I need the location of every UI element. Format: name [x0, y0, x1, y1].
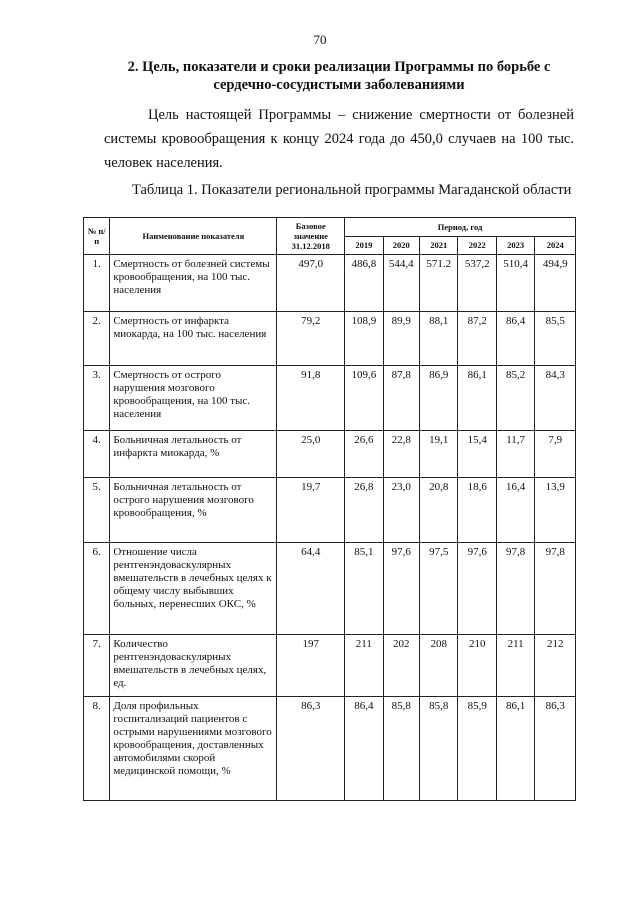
- year-value: 212: [535, 635, 576, 697]
- table-row: [84, 366, 576, 431]
- indicator-name: Больничная летальность от острого нарушения мозгового кровообращения, %: [110, 478, 277, 543]
- row-number: 4.: [84, 431, 110, 478]
- table-row: [84, 478, 576, 543]
- indicator-name: Смертность от болезней системы кровообращения, на 100 тыс. населения: [110, 255, 277, 312]
- header-base: Базовое значение 31.12.2018: [277, 218, 345, 255]
- year-value: 85,2: [496, 366, 534, 431]
- row-number: 2.: [84, 312, 110, 366]
- year-value: 86,4: [496, 312, 534, 366]
- base-value: 197: [277, 635, 345, 697]
- year-value: 86,1: [458, 366, 496, 431]
- table-row: [84, 635, 576, 697]
- year-value: 26,8: [345, 478, 383, 543]
- year-value: 84,3: [535, 366, 576, 431]
- year-value: 89,9: [383, 312, 419, 366]
- table-row: [84, 543, 576, 635]
- year-value: 22,8: [383, 431, 419, 478]
- year-value: 20,8: [420, 478, 458, 543]
- year-value: 85,9: [458, 697, 496, 801]
- year-value: 510,4: [496, 255, 534, 312]
- year-value: 486,8: [345, 255, 383, 312]
- indicator-name: Доля профильных госпитализаций пациентов с острыми нарушениями мозгового кровообращения, доставленных автомобилями скорой медицинской помощи, %: [110, 697, 277, 801]
- table-row: [84, 697, 576, 801]
- year-value: 23,0: [383, 478, 419, 543]
- year-value: 86,4: [345, 697, 383, 801]
- year-value: 11,7: [496, 431, 534, 478]
- year-value: 537,2: [458, 255, 496, 312]
- goal-paragraph: Цель настоящей Программы – снижение смертности от болезней системы кровообращения к концу 2024 года до 450,0 случаев на 100 тыс. человек населения.: [104, 107, 574, 171]
- base-value: 497,0: [277, 255, 345, 312]
- year-value: 97,6: [458, 543, 496, 635]
- row-number: 1.: [84, 255, 110, 312]
- year-value: 85,1: [345, 543, 383, 635]
- indicator-name: Больничная летальность от инфаркта миокарда, %: [110, 431, 277, 478]
- year-value: 210: [458, 635, 496, 697]
- year-value: 211: [496, 635, 534, 697]
- year-value: 109,6: [345, 366, 383, 431]
- year-value: 494,9: [535, 255, 576, 312]
- indicator-name: Смертность от инфаркта миокарда, на 100 тыс. населения: [110, 312, 277, 366]
- year-value: 108,9: [345, 312, 383, 366]
- year-value: 87,2: [458, 312, 496, 366]
- year-value: 86,3: [535, 697, 576, 801]
- year-value: 208: [420, 635, 458, 697]
- year-value: 19,1: [420, 431, 458, 478]
- indicator-name: Смертность от острого нарушения мозгового кровообращения, на 100 тыс. населения: [110, 366, 277, 431]
- year-value: 15,4: [458, 431, 496, 478]
- header-year: 2023: [496, 236, 534, 255]
- year-value: 16,4: [496, 478, 534, 543]
- year-value: 85,5: [535, 312, 576, 366]
- header-num: № п/п: [84, 218, 110, 255]
- header-year: 2019: [345, 236, 383, 255]
- header-name: Наименование показателя: [110, 218, 277, 255]
- base-value: 79,2: [277, 312, 345, 366]
- year-value: 544,4: [383, 255, 419, 312]
- base-value: 86,3: [277, 697, 345, 801]
- year-value: 87,8: [383, 366, 419, 431]
- year-value: 7,9: [535, 431, 576, 478]
- table-row: [84, 312, 576, 366]
- row-number: 6.: [84, 543, 110, 635]
- base-value: 19,7: [277, 478, 345, 543]
- row-number: 8.: [84, 697, 110, 801]
- year-value: 97,5: [420, 543, 458, 635]
- year-value: 86,9: [420, 366, 458, 431]
- year-value: 88,1: [420, 312, 458, 366]
- indicator-name: Отношение числа рентгенэндоваскулярных вмешательств в лечебных целях к общему числу выбывших больных, перенесших ОКС, %: [110, 543, 277, 635]
- header-period: Период, год: [345, 218, 576, 237]
- year-value: 86,1: [496, 697, 534, 801]
- year-value: 13,9: [535, 478, 576, 543]
- year-value: 97,8: [496, 543, 534, 635]
- year-value: 211: [345, 635, 383, 697]
- base-value: 25,0: [277, 431, 345, 478]
- table-row: [84, 431, 576, 478]
- base-value: 91,8: [277, 366, 345, 431]
- table-caption: Таблица 1. Показатели региональной программы Магаданской области: [132, 182, 572, 198]
- year-value: 571.2: [420, 255, 458, 312]
- year-value: 18,6: [458, 478, 496, 543]
- year-value: 85,8: [383, 697, 419, 801]
- year-value: 97,6: [383, 543, 419, 635]
- year-value: 97,8: [535, 543, 576, 635]
- section-title: 2. Цель, показатели и сроки реализации Программы по борьбе с сердечно-сосудистыми заболеваниями: [127, 59, 551, 93]
- base-value: 64,4: [277, 543, 345, 635]
- year-value: 202: [383, 635, 419, 697]
- row-number: 3.: [84, 366, 110, 431]
- indicator-name: Количество рентгенэндоваскулярных вмешательств в лечебных целях, ед.: [110, 635, 277, 697]
- header-year: 2021: [420, 236, 458, 255]
- year-value: 85,8: [420, 697, 458, 801]
- header-year: 2020: [383, 236, 419, 255]
- header-year: 2022: [458, 236, 496, 255]
- row-number: 7.: [84, 635, 110, 697]
- row-number: 5.: [84, 478, 110, 543]
- indicators-table: [83, 217, 576, 801]
- page-number: 70: [313, 32, 327, 47]
- table-row: [84, 255, 576, 312]
- header-year: 2024: [535, 236, 576, 255]
- year-value: 26,6: [345, 431, 383, 478]
